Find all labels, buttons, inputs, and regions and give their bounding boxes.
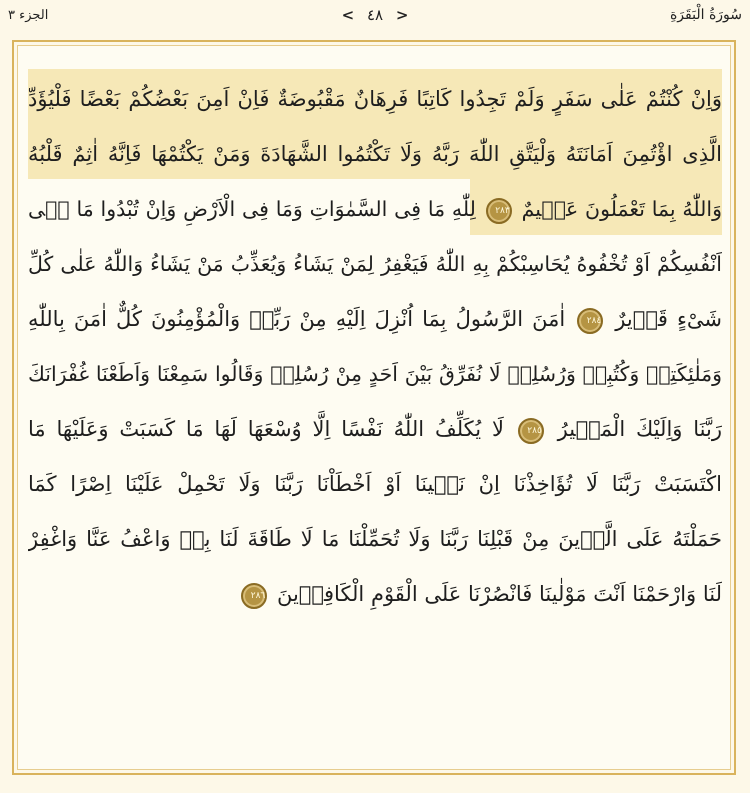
ayah-end-marker-283[interactable]: ٢٨٣ [486,198,512,224]
text-line-3[interactable] [28,182,722,237]
juz-label: الجزء ٣ [8,8,49,23]
ayah-end-marker-285[interactable]: ٢٨٥ [518,418,544,444]
ayah-end-marker-284[interactable]: ٢٨٤ [577,308,603,334]
text-line-2[interactable] [28,127,722,182]
line-text: لَنَا وَارْحَمْنَا اَنْتَ مَوْلٰينَا فَانْصُرْنَا عَلَى الْقَوْمِ الْكَافِرٖينَ [276,582,722,606]
line-text: رَبَّنَا وَاِلَيْكَ الْمَصٖيرُ [557,417,722,441]
text-line-7[interactable] [28,402,722,457]
line-text: لِلّٰهِ مَا فِى السَّمٰوَاتِ وَمَا فِى الْاَرْضِ وَاِنْ تُبْدُوا مَا فٖى [28,197,476,221]
next-page-button[interactable]: > [395,6,409,24]
text-line-5[interactable] [28,292,722,347]
prev-page-button[interactable]: < [341,6,355,24]
sura-title: سُورَةُ الْبَقَرَةِ [669,7,742,23]
line-text: اٰمَنَ الرَّسُولُ بِمَا اُنْزِلَ اِلَيْهِ مِنْ رَبِّهٖ وَالْمُؤْمِنُونَ كُلٌّ اٰمَنَ بِاللّٰهِ [28,307,566,331]
line-text: وَاللّٰهُ بِمَا تَعْمَلُونَ عَلٖيمٌ [521,197,722,221]
ayah-end-marker-286[interactable]: ٢٨٦ [241,583,267,609]
text-line-9[interactable] [28,512,722,567]
text-line-6[interactable] [28,347,722,402]
text-line-10[interactable] [28,567,722,622]
line-text: اكْتَسَبَتْ رَبَّنَا لَا تُؤَاخِذْنَا اِنْ نَسٖينَا اَوْ اَخْطَاْنَا رَبَّنَا وَلَا تَحْمِلْ عَلَيْنَا اِصْرًا كَمَا [28,472,722,496]
quran-text [28,72,722,622]
page-navigation [0,6,750,24]
line-text: اَنْفُسِكُمْ اَوْ تُخْفُوهُ يُحَاسِبْكُمْ بِهِ اللّٰهُ فَيَغْفِرُ لِمَنْ يَشَاءُ وَيُعَذِّبُ مَنْ يَشَاءُ وَاللّٰهُ عَلٰى كُلِّ [28,252,722,276]
line-text: وَاِنْ كُنْتُمْ عَلٰى سَفَرٍ وَلَمْ تَجِدُوا كَاتِبًا فَرِهَانٌ مَقْبُوضَةٌ فَاِنْ اَمِنَ بَعْضُكُمْ بَعْضًا فَلْيُؤَدِّ [28,87,722,111]
text-line-8[interactable] [28,457,722,512]
line-text: شَیْءٍ قَدٖيرٌ [615,307,722,331]
line-text: وَمَلٰئِكَتِهٖ وَكُتُبِهٖ وَرُسُلِهٖ لَا نُفَرِّقُ بَيْنَ اَحَدٍ مِنْ رُسُلِهٖ وَقَالُوا سَمِعْنَا وَاَطَعْنَا غُفْرَانَكَ [28,362,722,386]
page-header [0,0,750,34]
line-text: الَّذِى اؤْتُمِنَ اَمَانَتَهُ وَلْيَتَّقِ اللّٰهَ رَبَّهُ وَلَا تَكْتُمُوا الشَّهَادَةَ وَمَنْ يَكْتُمْهَا فَاِنَّهُ اٰثِمٌ قَلْبُهُ [28,142,722,166]
text-line-1[interactable] [28,72,722,127]
page-number: ٤٨ [366,6,384,24]
line-text: لَا يُكَلِّفُ اللّٰهُ نَفْسًا اِلَّا وُسْعَهَا لَهَا مَا كَسَبَتْ وَعَلَيْهَا مَا [28,417,504,441]
text-line-4[interactable] [28,237,722,292]
line-text: حَمَلْتَهُ عَلَى الَّذٖينَ مِنْ قَبْلِنَا رَبَّنَا وَلَا تُحَمِّلْنَا مَا لَا طَاقَةَ لَنَا بِهٖ وَاعْفُ عَنَّا وَاغْفِرْ [28,527,722,551]
